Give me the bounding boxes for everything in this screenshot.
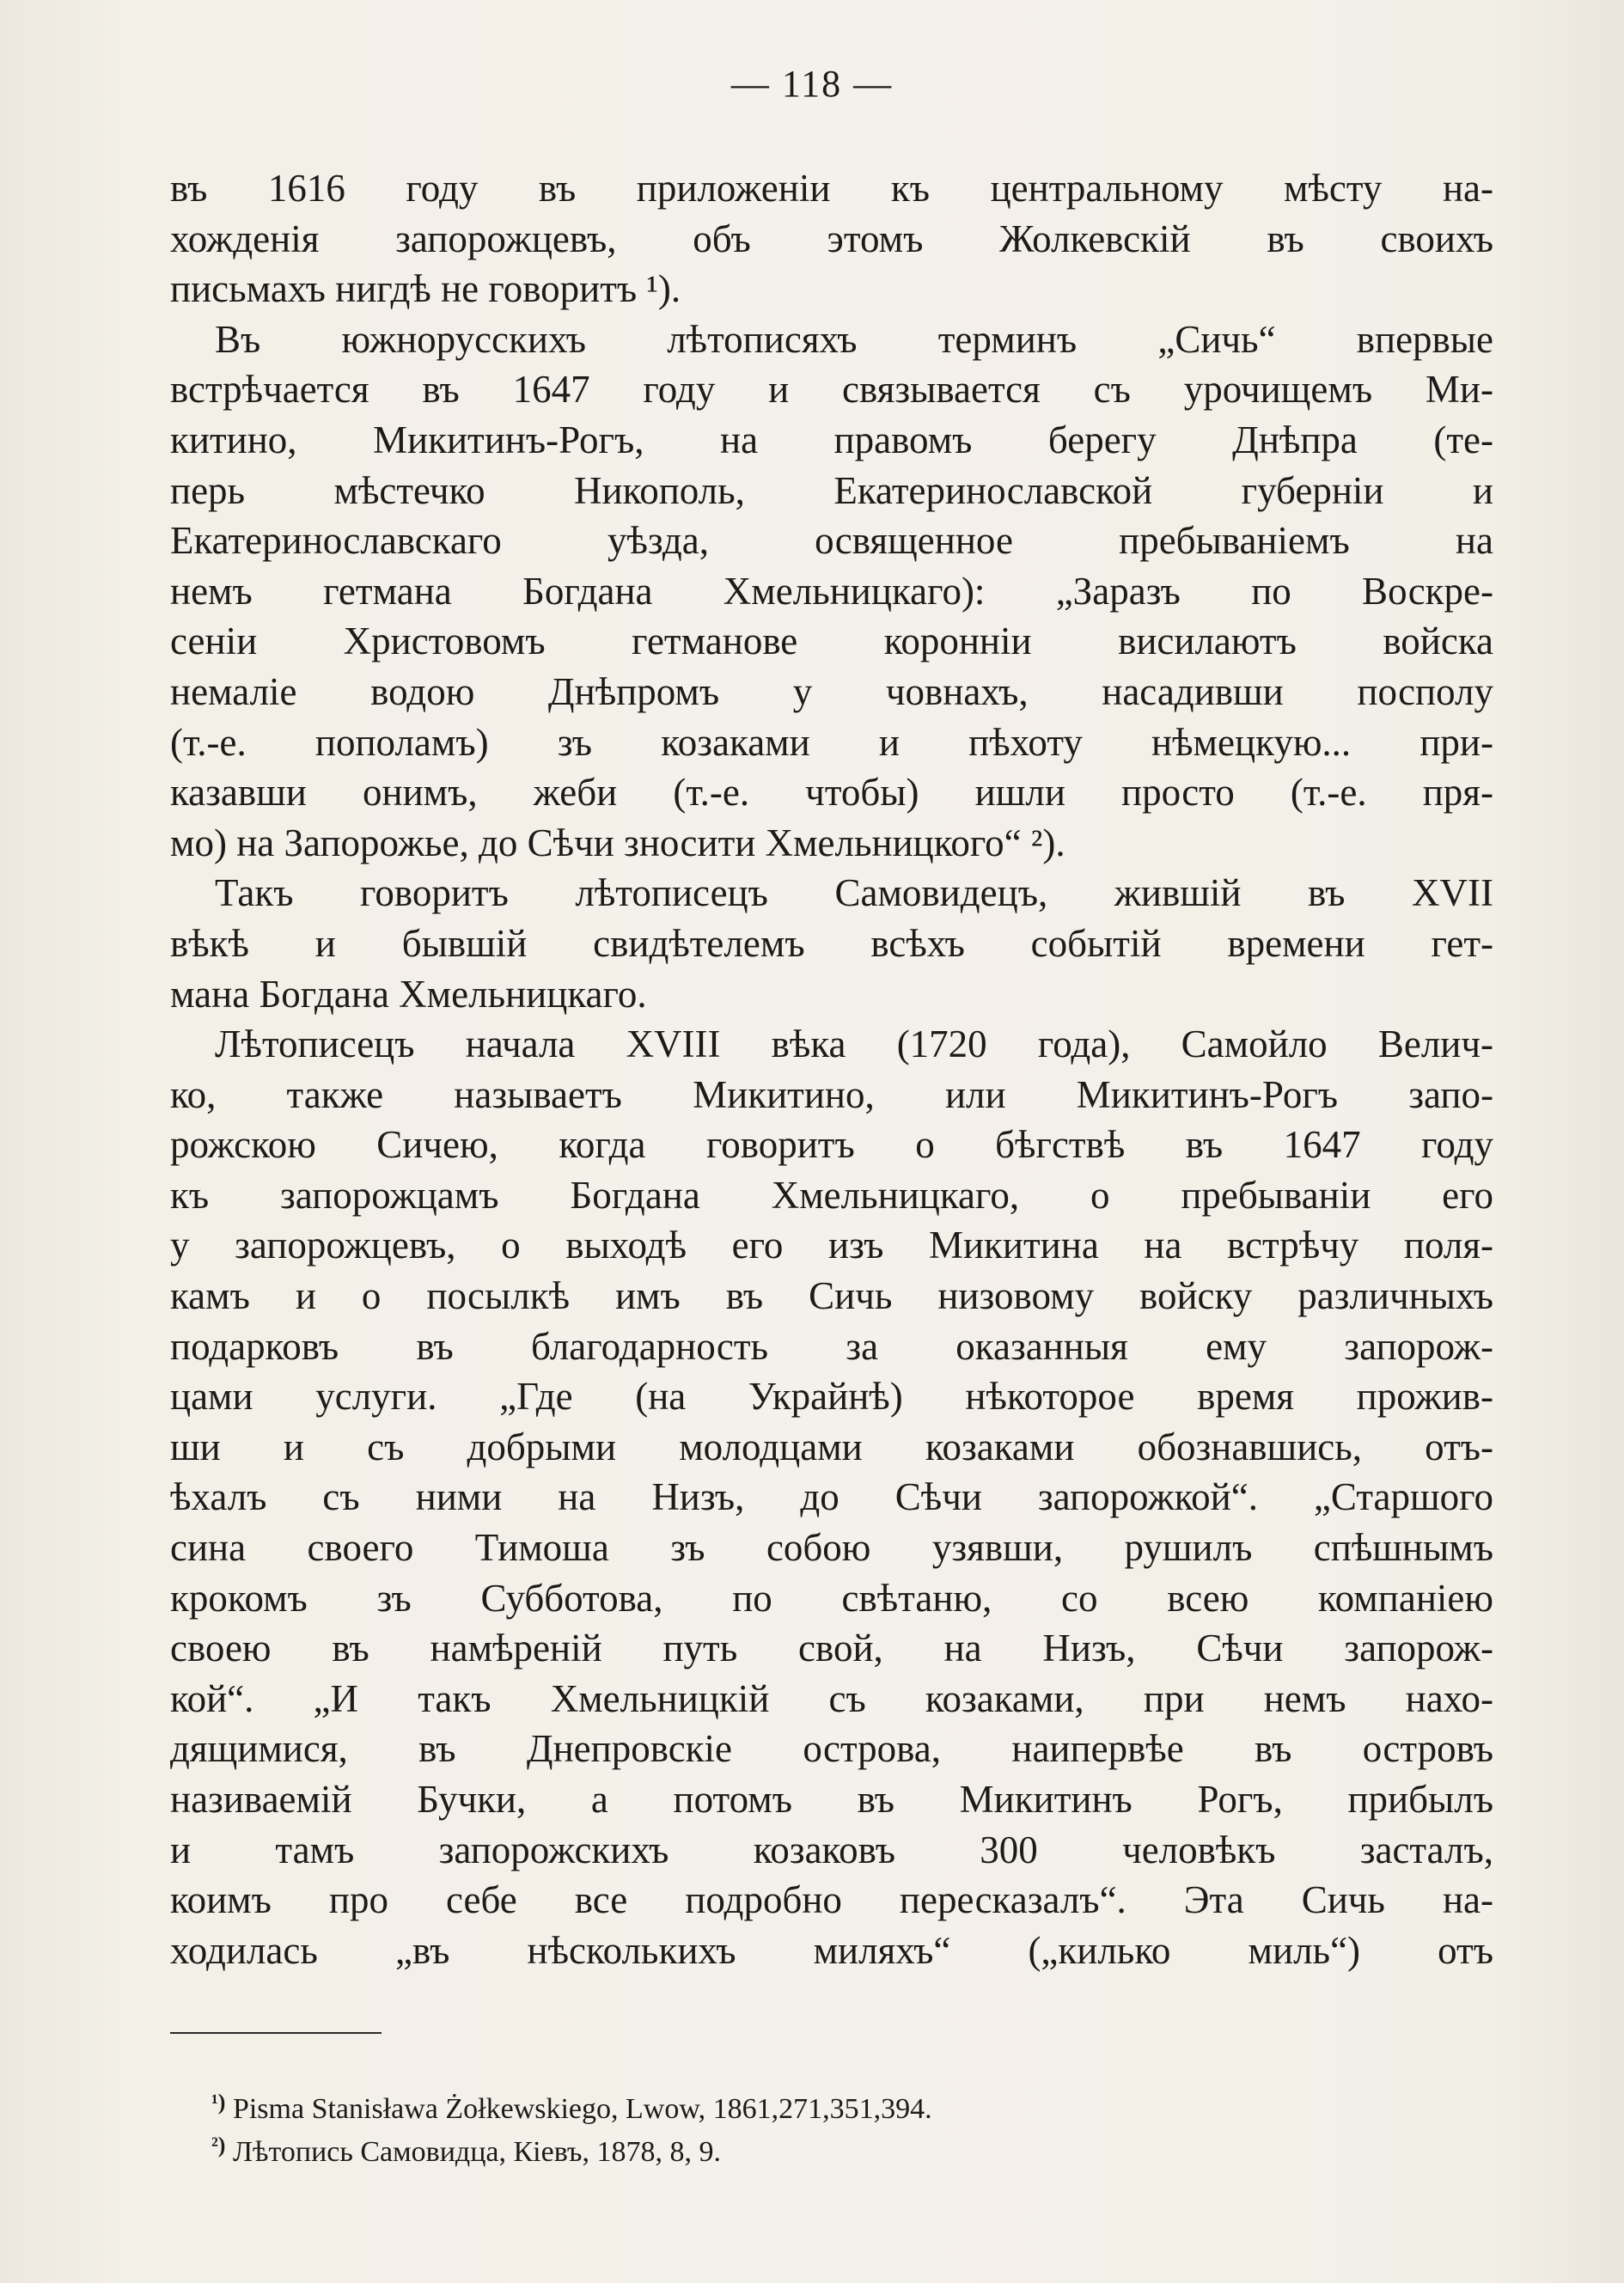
text-line: немалiе водою Днѣпромъ у човнахъ, насадивши посполу (170, 669, 1493, 713)
text-line: Екатеринославскаго уѣзда, освященное пребыванiемъ на (170, 519, 1493, 563)
footnote-mark: ¹) (211, 2090, 226, 2115)
text-line: Лѣтописецъ начала XVIII вѣка (1720 года), Самойло Велич- (215, 1022, 1493, 1066)
text-line: къ запорожцамъ Богдана Хмельницкаго, о пребыванiи его (170, 1173, 1493, 1217)
text-line: дящимися, въ Днепровскiе острова, наипервѣе въ островъ (170, 1727, 1493, 1771)
text-line: ходилась „въ нѣсколькихъ миляхъ“ („килько миль“) отъ (170, 1928, 1493, 1972)
text-line: рожскою Сичею, когда говоритъ о бѣгствѣ въ 1647 году (170, 1123, 1493, 1167)
text-line: Въ южнорусскихъ лѣтописяхъ терминъ „Сичь“ впервые (215, 317, 1493, 361)
footnote-rule (170, 2032, 382, 2034)
text-line: своею въ намѣренiй путь свой, на Низъ, Сѣчи запорож- (170, 1627, 1493, 1670)
text-line: у запорожцевъ, о выходѣ его изъ Микитина на встрѣчу поля- (170, 1224, 1493, 1267)
text-line: ши и съ добрыми молодцами козаками обознавшись, отъ- (170, 1425, 1493, 1468)
text-line: цами услуги. „Где (на Украйнѣ) нѣкоторое время прожив- (170, 1375, 1493, 1419)
text-line: письмахъ нигдѣ не говоритъ ¹). (170, 267, 681, 311)
footnote-text: Pisma Stanisława Żołkewskiego, Lwow, 1861,271,351,394. (232, 2093, 932, 2125)
text-line: казавши онимъ, жеби (т.-е. чтобы) ишли просто (т.-е. пря- (170, 771, 1493, 815)
text-line: (т.-е. пополамъ) зъ козаками и пѣхоту нѣмецкую... при- (170, 720, 1493, 764)
footnotes (211, 2081, 1414, 2167)
footnote-text: Лѣтопись Самовидца, Кiевъ, 1878, 8, 9. (232, 2136, 721, 2168)
text-line: и тамъ запорожскихъ козаковъ 300 человѣкъ засталъ, (170, 1828, 1493, 1871)
text-line: коимъ про себе все подробно пересказалъ“. Эта Сичь на- (170, 1878, 1493, 1922)
text-line: Такъ говоритъ лѣтописецъ Самовидецъ, жившiй въ XVII (215, 871, 1493, 915)
text-line: подарковъ въ благодарность за оказанныя ему запорож- (170, 1324, 1493, 1368)
text-line: сенiи Христовомъ гетманове короннiи висилаютъ войска (170, 620, 1493, 663)
footnote-mark: ²) (211, 2133, 226, 2158)
body-text (170, 163, 1493, 1975)
page-number: — 118 — (730, 63, 894, 105)
text-line: камъ и о посылкѣ имъ въ Сичь низовому войску различныхъ (170, 1274, 1493, 1318)
text-line: називаемiй Бучки, а потомъ въ Микитинъ Рогъ, прибылъ (170, 1778, 1493, 1821)
text-line: въ 1616 году въ приложенiи къ центральному мѣсту на- (170, 167, 1493, 210)
text-line: китино, Микитинъ-Рогъ, на правомъ берегу Днѣпра (те- (170, 418, 1493, 461)
text-line: встрѣчается въ 1647 году и связывается съ урочищемъ Ми- (170, 368, 1493, 412)
text-line: кой“. „И такъ Хмельницкiй съ козаками, при немъ нахо- (170, 1676, 1493, 1720)
footnote (211, 2081, 1414, 2124)
text-line: перь мѣстечко Никополь, Екатеринославской губернiи и (170, 468, 1493, 512)
text-line: мо) на Запорожье, до Сѣчи зносити Хмельницкого“ ²). (170, 821, 1065, 864)
text-line: крокомъ зъ Субботова, по свѣтаню, со всею компанiею (170, 1576, 1493, 1620)
footnote (211, 2124, 1414, 2167)
text-line: вѣкѣ и бывшiй свидѣтелемъ всѣхъ событiй времени гет- (170, 921, 1493, 965)
text-line: сина своего Тимоша зъ собою узявши, рушилъ спѣшнымъ (170, 1526, 1493, 1570)
text-line: мана Богдана Хмельницкаго. (170, 972, 647, 1016)
text-line: хожденiя запорожцевъ, объ этомъ Жолкевскiй въ своихъ (170, 217, 1493, 260)
text-line: ѣхалъ съ ними на Низъ, до Сѣчи запорожкой“. „Старшого (170, 1475, 1493, 1519)
text-line: ко, также называетъ Микитино, или Микитинъ-Рогъ запо- (170, 1072, 1493, 1116)
text-line: немъ гетмана Богдана Хмельницкаго): „Заразъ по Воскре- (170, 569, 1493, 613)
